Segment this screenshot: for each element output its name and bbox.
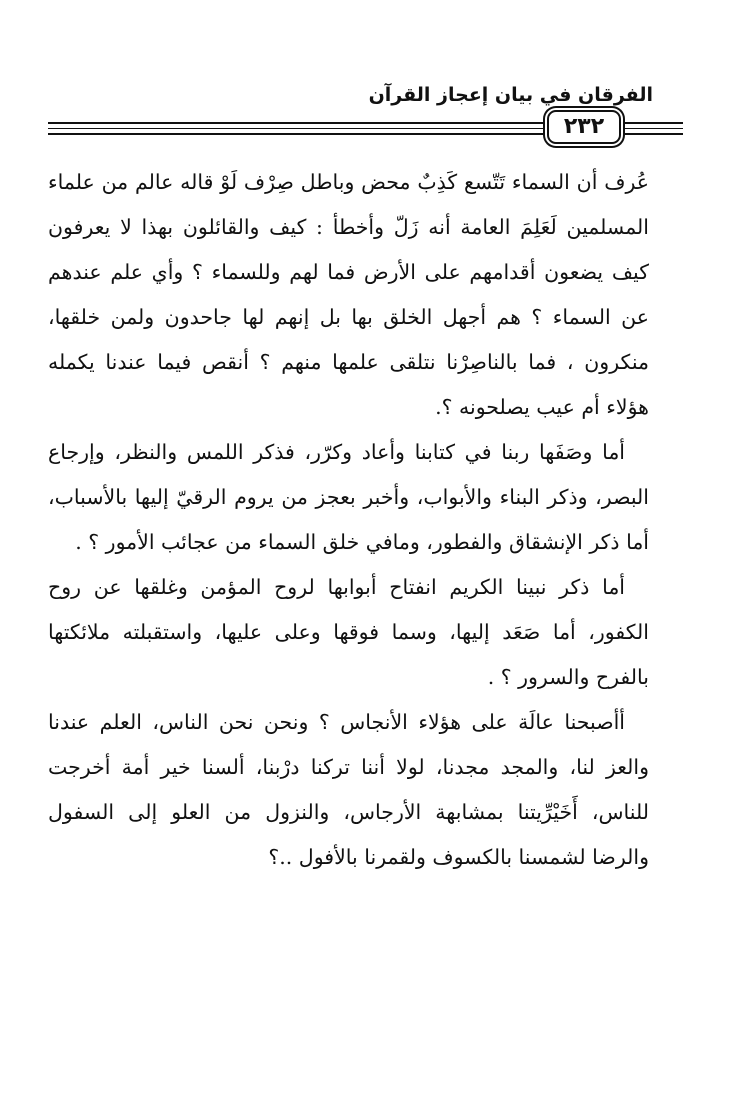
- body-text: [48, 160, 649, 880]
- paragraph: أما وصَفَها ربنا في كتابنا وأعاد وكرّر، فذكر اللمس والنظر، وإرجاع البصر، وذكر البناء والأبواب، وأخبر بعجز من يروم الرقيّ إليها بالأسباب، أما ذكر الإنشقاق والفطور، ومافي خلق السماء من عجائب الأمور ؟ .: [48, 440, 649, 554]
- paragraph: عُرف أن السماء تَتّسع كَذِبٌ محض وباطل صِرْف لَوْ قاله عالم من علماء المسلمين لَعَلِمَ العامة أنه زَلّ وأخطأ : كيف والقائلون بهذا لا يعرفون كيف يضعون أقدامهم على الأرض فما لهم وللسماء ؟ وأي علم عندهم عن السماء ؟ هم أجهل الخلق بها بل إنهم لها جاحدون ولمن خلقها، منكرون ، فما بالناصِرْنا نتلقى علمها منهم ؟ أنقص فيما عندنا يكمله هؤلاء أم عيب يصلحونه ؟.: [48, 170, 649, 419]
- paragraph: أما ذكر نبينا الكريم انفتاح أبوابها لروح المؤمن وغلقها عن روح الكفور، أما صَعَد إليها، وسما فوقها وعلى عليها، واستقبلته ملائكتها بالفرح والسرور ؟ .: [48, 575, 649, 689]
- paragraph: أأصبحنا عالَة على هؤلاء الأنجاس ؟ ونحن نحن الناس، العلم عندنا والعز لنا، والمجد مجدنا، لولا أننا تركنا درْبنا، ألسنا خير أمة أخرجت للناس، أَخَيْرِّيتنا بمشابهة الأرجاس، والنزول من العلو إلى السفول والرضا لشمسنا بالكسوف ولقمرنا بالأفول ..؟: [48, 710, 649, 869]
- running-title: الفرقان في بيان إعجاز القرآن: [368, 84, 653, 106]
- page-number: ٢٣٢: [547, 110, 621, 144]
